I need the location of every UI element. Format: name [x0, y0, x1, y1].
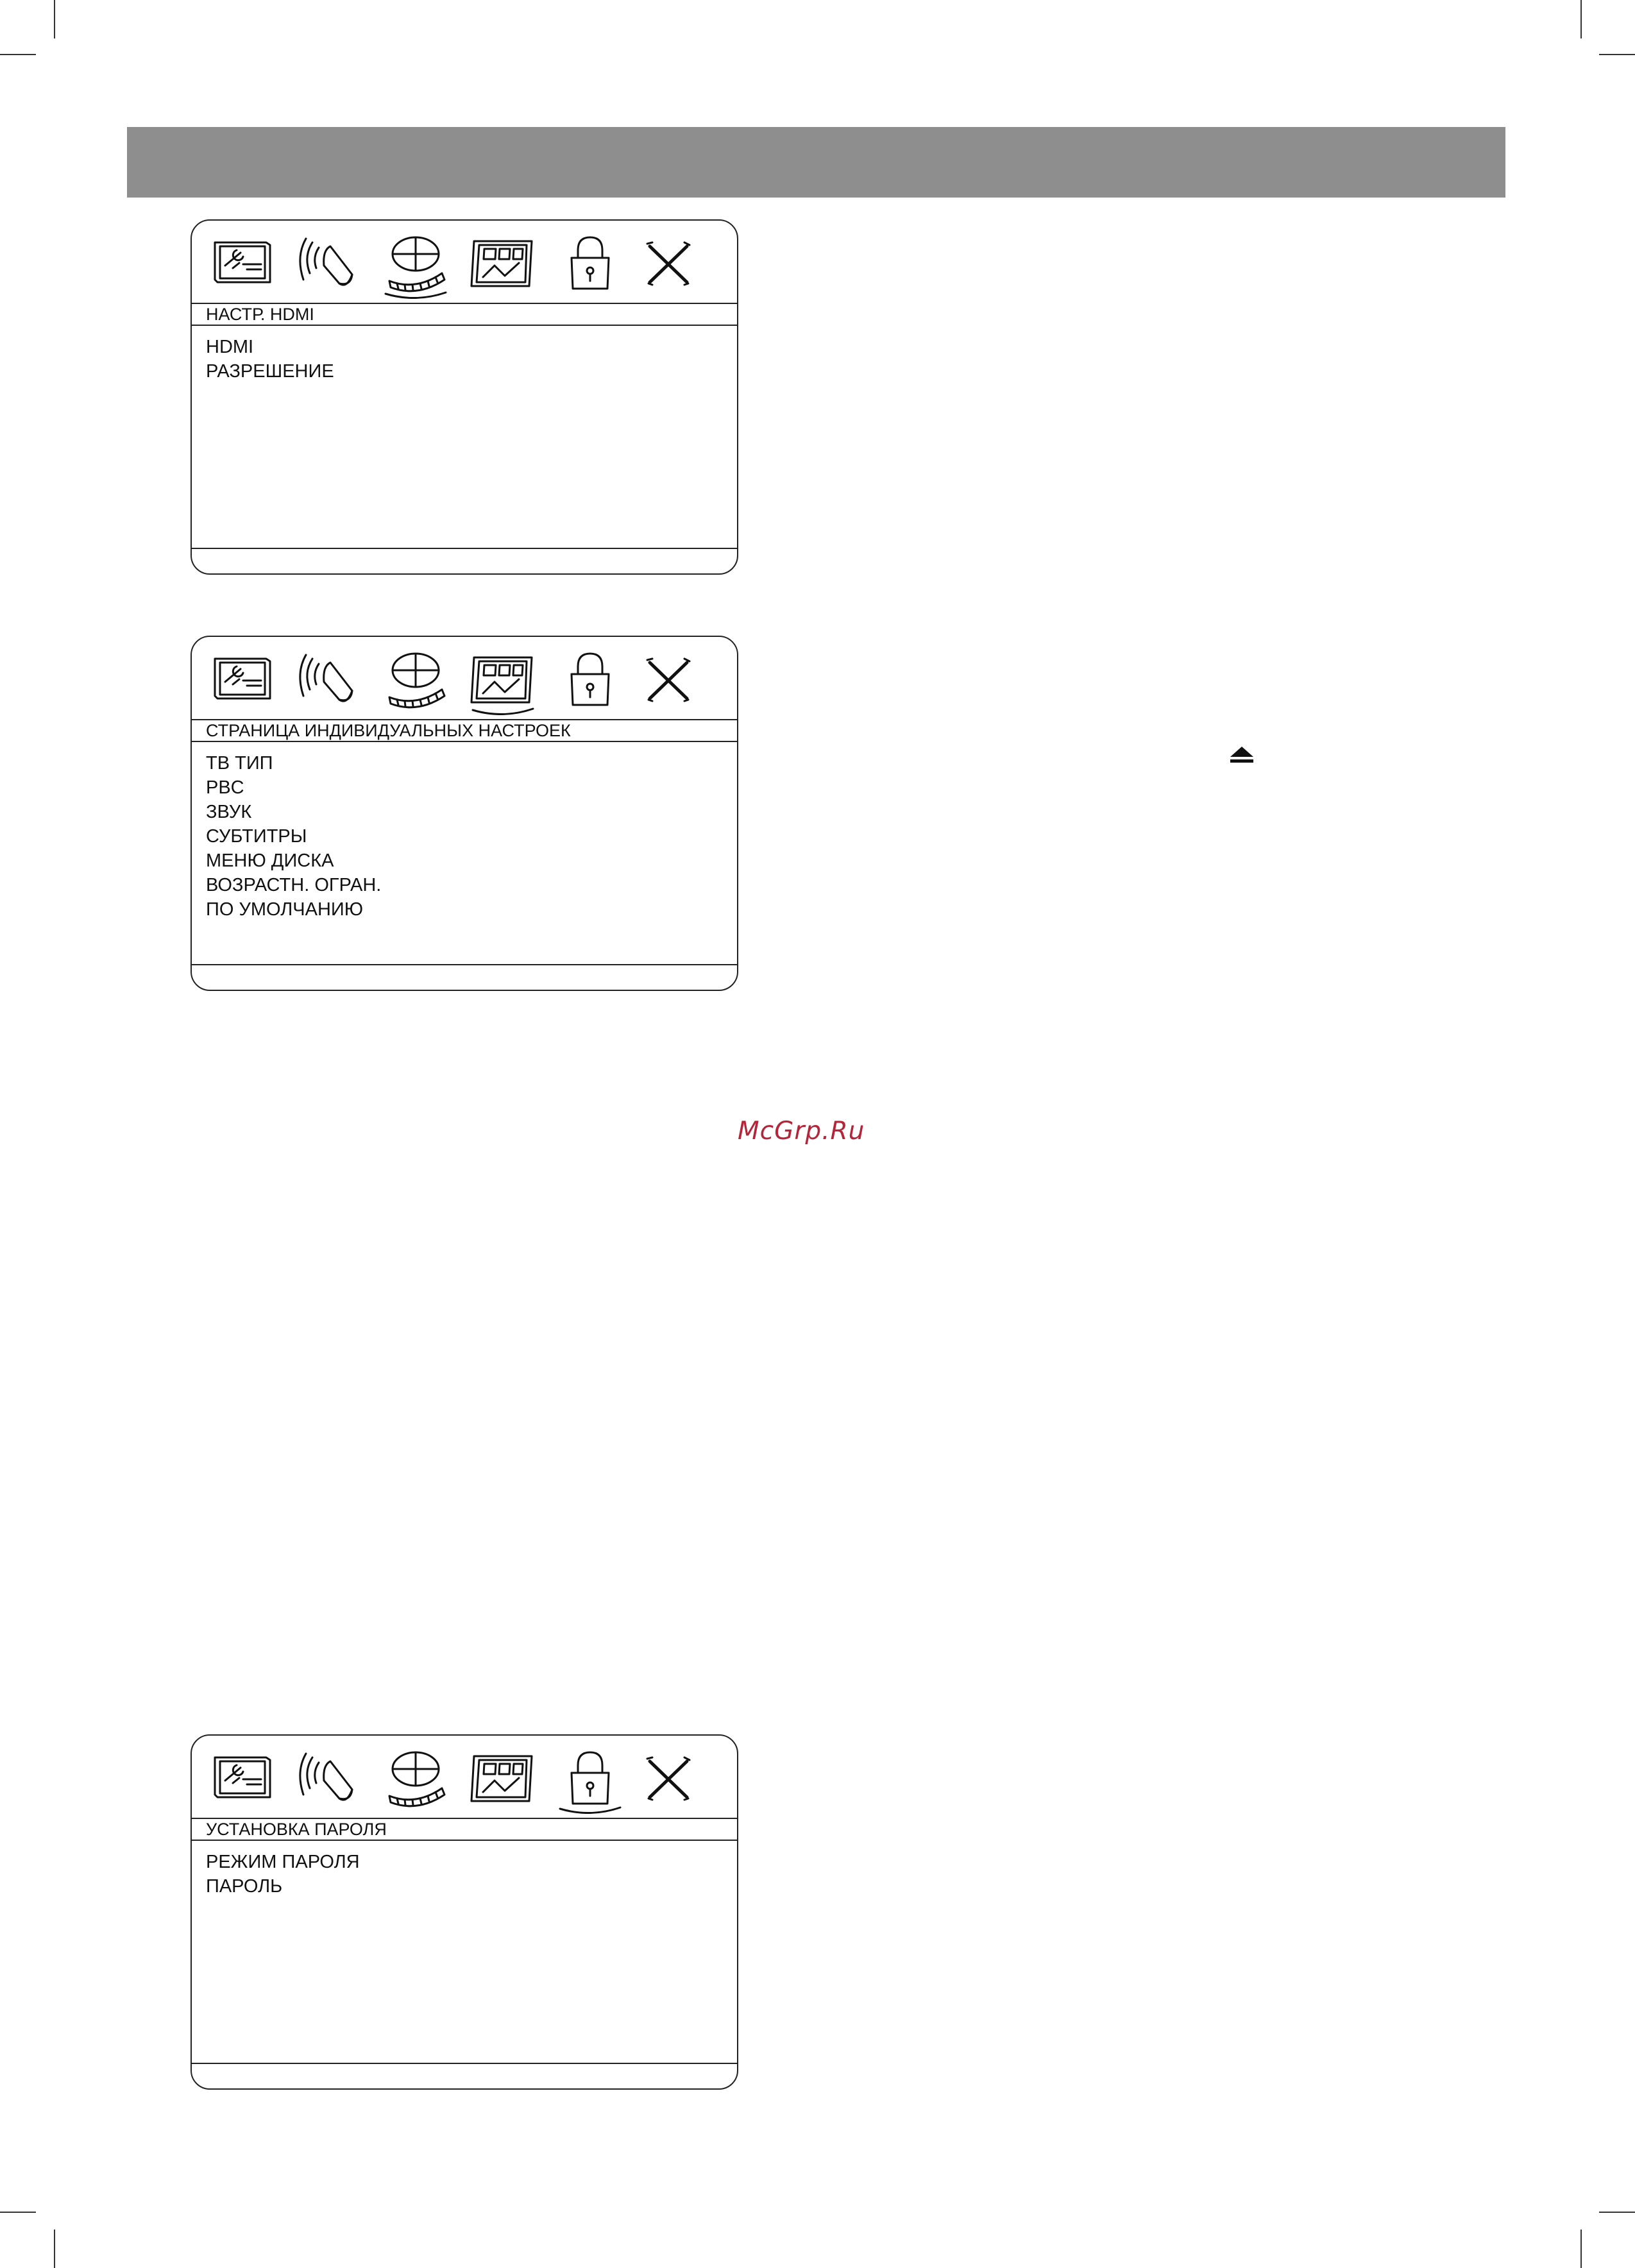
- menu-icon-bar: [192, 1736, 737, 1818]
- menu-item-resolution[interactable]: РАЗРЕШЕНИЕ: [206, 361, 334, 382]
- menu-item-password-mode[interactable]: РЕЖИМ ПАРОЛЯ: [206, 1852, 360, 1872]
- menu-title: СТРАНИЦА ИНДИВИДУАЛЬНЫХ НАСТРОЕК: [192, 719, 737, 742]
- password-menu: [191, 1734, 738, 2090]
- crop-mark: [1599, 2212, 1635, 2213]
- crop-mark: [1580, 2230, 1582, 2268]
- menu-item-default[interactable]: ПО УМОЛЧАНИЮ: [206, 899, 364, 920]
- crop-mark: [1580, 0, 1582, 38]
- menu-icon-bar: [192, 221, 737, 303]
- close-icon[interactable]: [633, 228, 704, 299]
- preferences-icon[interactable]: [468, 228, 538, 299]
- crop-mark: [1599, 54, 1635, 55]
- menu-item-audio[interactable]: ЗВУК: [206, 802, 252, 822]
- menu-footer: [192, 548, 737, 549]
- close-icon[interactable]: [633, 1743, 704, 1814]
- menu-items: [206, 335, 334, 384]
- menu-item-disc-menu[interactable]: МЕНЮ ДИСКА: [206, 851, 334, 871]
- watermark: McGrp.Ru: [738, 1117, 865, 1146]
- audio-icon[interactable]: [293, 228, 364, 299]
- close-icon[interactable]: [633, 645, 704, 715]
- preferences-icon[interactable]: [468, 1743, 538, 1814]
- preferences-menu: [191, 636, 738, 991]
- menu-item-subtitles[interactable]: СУБТИТРЫ: [206, 826, 307, 847]
- video-icon[interactable]: [380, 645, 451, 715]
- menu-items: [206, 751, 381, 922]
- menu-item-tv-type[interactable]: ТВ ТИП: [206, 753, 273, 774]
- crop-mark: [54, 2230, 55, 2268]
- video-icon[interactable]: [380, 1743, 451, 1814]
- menu-title: УСТАНОВКА ПАРОЛЯ: [192, 1818, 737, 1841]
- header-bar: [127, 127, 1505, 198]
- menu-item-parental[interactable]: ВОЗРАСТН. ОГРАН.: [206, 875, 382, 895]
- hdmi-setup-menu: [191, 219, 738, 575]
- menu-icon-bar: [192, 637, 737, 719]
- lock-icon[interactable]: [555, 228, 625, 299]
- crop-mark: [0, 54, 36, 55]
- menu-title: НАСТР. HDMI: [192, 303, 737, 326]
- setup-icon[interactable]: [207, 1743, 278, 1814]
- menu-footer: [192, 2063, 737, 2064]
- lock-icon[interactable]: [555, 1743, 625, 1814]
- setup-icon[interactable]: [207, 228, 278, 299]
- lock-icon[interactable]: [555, 645, 625, 715]
- setup-icon[interactable]: [207, 645, 278, 715]
- audio-icon[interactable]: [293, 1743, 364, 1814]
- video-icon[interactable]: [380, 228, 451, 299]
- eject-icon: [1229, 745, 1255, 765]
- menu-footer: [192, 964, 737, 965]
- crop-mark: [54, 0, 55, 38]
- audio-icon[interactable]: [293, 645, 364, 715]
- preferences-icon[interactable]: [468, 645, 538, 715]
- crop-mark: [0, 2212, 36, 2213]
- menu-item-pbc[interactable]: PBC: [206, 777, 244, 798]
- menu-item-hdmi[interactable]: HDMI: [206, 337, 254, 357]
- menu-item-password[interactable]: ПАРОЛЬ: [206, 1876, 283, 1897]
- menu-items: [206, 1850, 360, 1899]
